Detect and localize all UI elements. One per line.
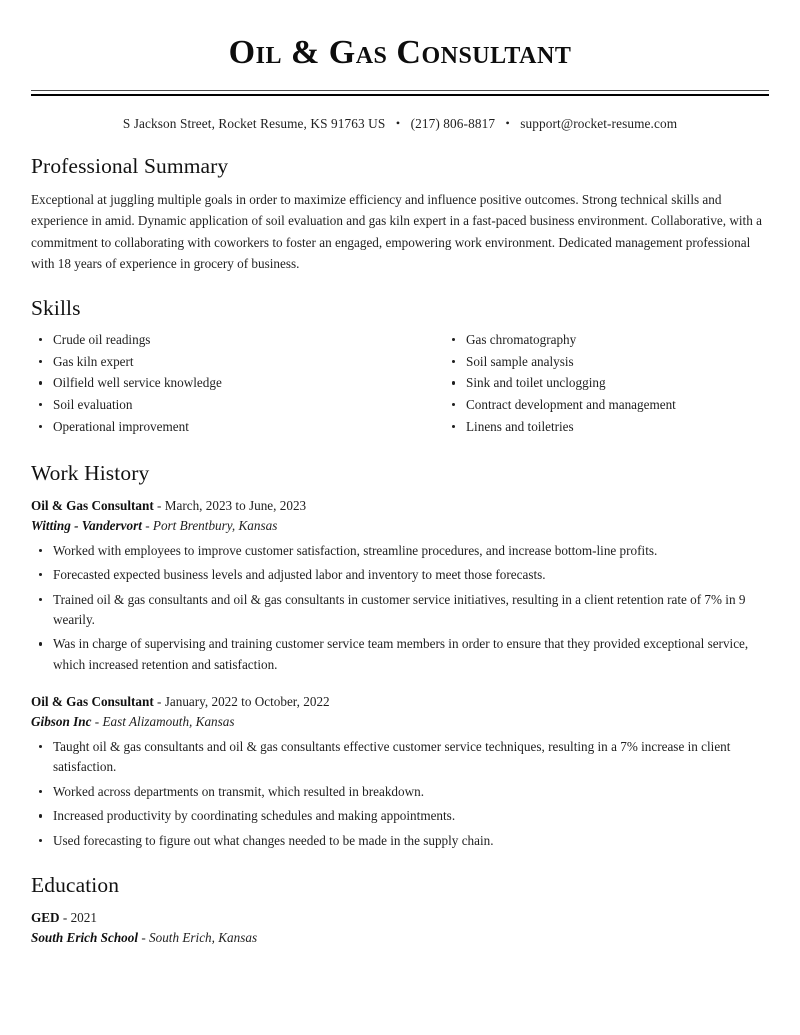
list-item: Increased productivity by coordinating schedules and making appointments. xyxy=(31,806,769,826)
skills-list-right xyxy=(444,331,769,435)
education-degree-line xyxy=(31,908,769,928)
skills-column-right xyxy=(400,331,769,439)
section-heading-education: Education xyxy=(31,873,120,898)
list-item: Soil sample analysis xyxy=(444,353,769,370)
list-item: Contract development and management xyxy=(444,396,769,413)
header-divider xyxy=(31,90,769,96)
list-item: Oilfield well service knowledge xyxy=(31,374,400,391)
section-work-history xyxy=(31,461,769,851)
education-school-line xyxy=(31,928,769,948)
job-company-line xyxy=(31,516,769,536)
job-dates: January, 2022 to October, 2022 xyxy=(164,694,330,710)
list-item: Soil evaluation xyxy=(31,396,400,413)
page-title: Oil & Gas Consultant xyxy=(228,34,572,71)
list-item: Was in charge of supervising and training customer service team members in order to ensure that they provided exceptional service, which increased retention and satisfaction. xyxy=(31,634,769,675)
job-title-line xyxy=(31,496,769,516)
contact-phone[interactable]: (217) 806-8817 xyxy=(410,116,496,132)
job-responsibilities-list xyxy=(31,737,769,851)
job-dates: March, 2023 to June, 2023 xyxy=(164,498,307,514)
list-item: Sink and toilet unclogging xyxy=(444,374,769,391)
list-item: Forecasted expected business levels and adjusted labor and inventory to meet those forecasts. xyxy=(31,565,769,585)
contact-address: S Jackson Street, Rocket Resume, KS 91763 US xyxy=(122,116,386,132)
section-professional-summary xyxy=(31,154,769,274)
job-company-separator: - xyxy=(141,517,153,533)
skills-list-left xyxy=(31,331,400,435)
section-heading-skills: Skills xyxy=(31,296,81,321)
list-item: Operational improvement xyxy=(31,418,400,435)
education-entry xyxy=(31,908,769,948)
work-history-entry xyxy=(31,692,769,851)
list-item: Crude oil readings xyxy=(31,331,400,348)
skills-columns xyxy=(31,331,769,439)
professional-summary-text: Exceptional at juggling multiple goals in order to maximize efficiency and influence positive outcomes. Strong technical skills and experience in amid. Dynamic application of soil evaluation and gas kiln expert in a fast-paced business environment. Collaborative, with a commitment to collaborating with coworkers to foster an engaged, empowering work environment. Dedicated management professional with 18 years of experience in grocery of business. xyxy=(31,191,762,272)
list-item: Worked across departments on transmit, which resulted in breakdown. xyxy=(31,782,769,802)
section-heading-professional-summary: Professional Summary xyxy=(31,154,229,179)
list-item: Trained oil & gas consultants and oil & gas consultants in customer service initiatives, resulting in a client retention rate of 7% in 9 wearily. xyxy=(31,590,769,631)
job-company-separator: - xyxy=(91,714,103,730)
section-skills xyxy=(31,296,769,439)
list-item: Gas chromatography xyxy=(444,331,769,348)
education-degree-separator: - xyxy=(59,910,71,926)
job-title-separator: - xyxy=(153,694,165,710)
job-location: Port Brentbury, Kansas xyxy=(152,517,278,533)
contact-separator-1: • xyxy=(395,116,401,131)
list-item: Worked with employees to improve customer satisfaction, streamline procedures, and increase bottom-line profits. xyxy=(31,541,769,561)
job-responsibilities-list xyxy=(31,541,769,676)
job-company: Gibson Inc xyxy=(31,714,92,730)
divider-thick-line xyxy=(31,94,769,96)
skills-column-left xyxy=(31,331,400,439)
job-title-separator: - xyxy=(153,498,165,514)
job-company: Witting - Vandervort xyxy=(31,517,142,533)
resume-header xyxy=(31,0,769,132)
list-item: Gas kiln expert xyxy=(31,353,400,370)
contact-info xyxy=(31,116,769,132)
education-school-separator: - xyxy=(138,929,150,945)
job-location: East Alizamouth, Kansas xyxy=(102,714,235,730)
section-heading-work-history: Work History xyxy=(31,461,150,486)
list-item: Taught oil & gas consultants and oil & gas consultants effective customer service techniques, resulting in a 7% increase in client satisfaction. xyxy=(31,737,769,778)
job-title-line xyxy=(31,692,769,712)
education-year: 2021 xyxy=(70,910,97,926)
contact-separator-2: • xyxy=(505,116,510,131)
contact-email[interactable]: support@rocket-resume.com xyxy=(520,116,678,132)
list-item: Used forecasting to figure out what changes needed to be made in the supply chain. xyxy=(31,831,769,851)
job-company-line xyxy=(31,712,769,732)
job-title: Oil & Gas Consultant xyxy=(31,694,154,710)
education-degree: GED xyxy=(31,910,60,926)
job-title: Oil & Gas Consultant xyxy=(31,498,154,514)
education-location: South Erich, Kansas xyxy=(149,929,258,945)
section-education xyxy=(31,873,769,947)
education-school: South Erich School xyxy=(31,929,139,945)
work-history-entry xyxy=(31,496,769,675)
list-item: Linens and toiletries xyxy=(444,418,769,435)
